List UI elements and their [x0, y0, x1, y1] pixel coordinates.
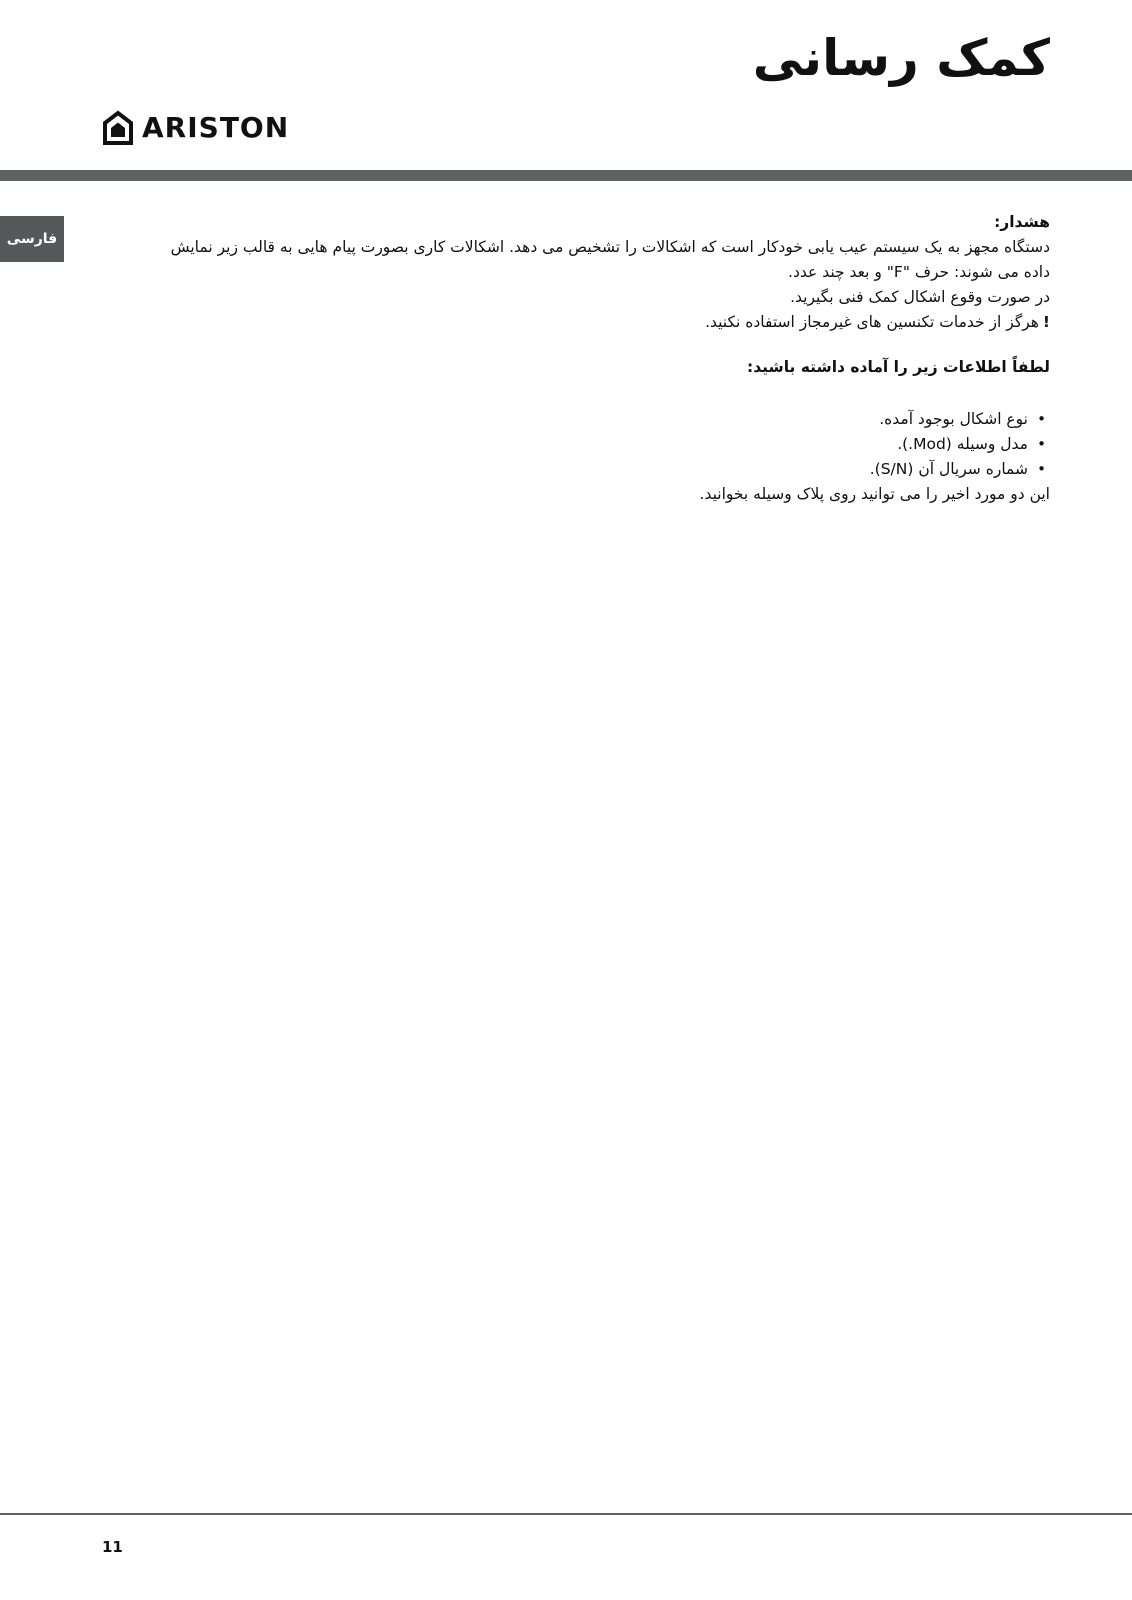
footer-divider — [0, 1513, 1132, 1515]
page-title: کمک رسانی — [752, 29, 1050, 87]
warning-line-1: دستگاه مجهز به یک سیستم عیب یابی خودکار است که اشکالات را تشخیص می دهد. اشکالات کاری بصورت پیام هایی به قالب زیر نمایش — [170, 238, 1050, 256]
warning-line-3: در صورت وقوع اشکال کمک فنی بگیرید. — [790, 288, 1050, 306]
house-logo-icon — [102, 110, 134, 146]
rating-plate-note: این دو مورد اخیر را می توانید روی پلاک وسیله بخوانید. — [699, 485, 1050, 503]
caution-text: هرگز از خدمات تکنسین های غیرمجاز استفاده نکنید. — [705, 313, 1039, 331]
info-heading: لطفاً اطلاعات زیر را آماده داشته باشید: — [747, 358, 1050, 376]
spacer — [105, 380, 1050, 407]
language-tab: فارسی — [0, 216, 64, 262]
spacer — [105, 335, 1050, 355]
warning-line-2: داده می شوند: حرف "F" و بعد چند عدد. — [788, 263, 1050, 281]
page-number: 11 — [102, 1538, 123, 1556]
main-content — [105, 210, 1050, 507]
brand-name: ARISTON — [142, 111, 290, 144]
list-item: • شماره سریال آن (S/N). — [105, 457, 1050, 482]
header-divider — [0, 170, 1132, 181]
caution-line — [105, 310, 1050, 335]
info-list — [105, 407, 1050, 482]
list-item: • نوع اشکال بوجود آمده. — [105, 407, 1050, 432]
list-item: • مدل وسیله (Mod.). — [105, 432, 1050, 457]
brand-logo — [102, 108, 289, 148]
exclamation-icon: ! — [1042, 313, 1050, 331]
warning-heading: هشدار: — [994, 213, 1050, 231]
